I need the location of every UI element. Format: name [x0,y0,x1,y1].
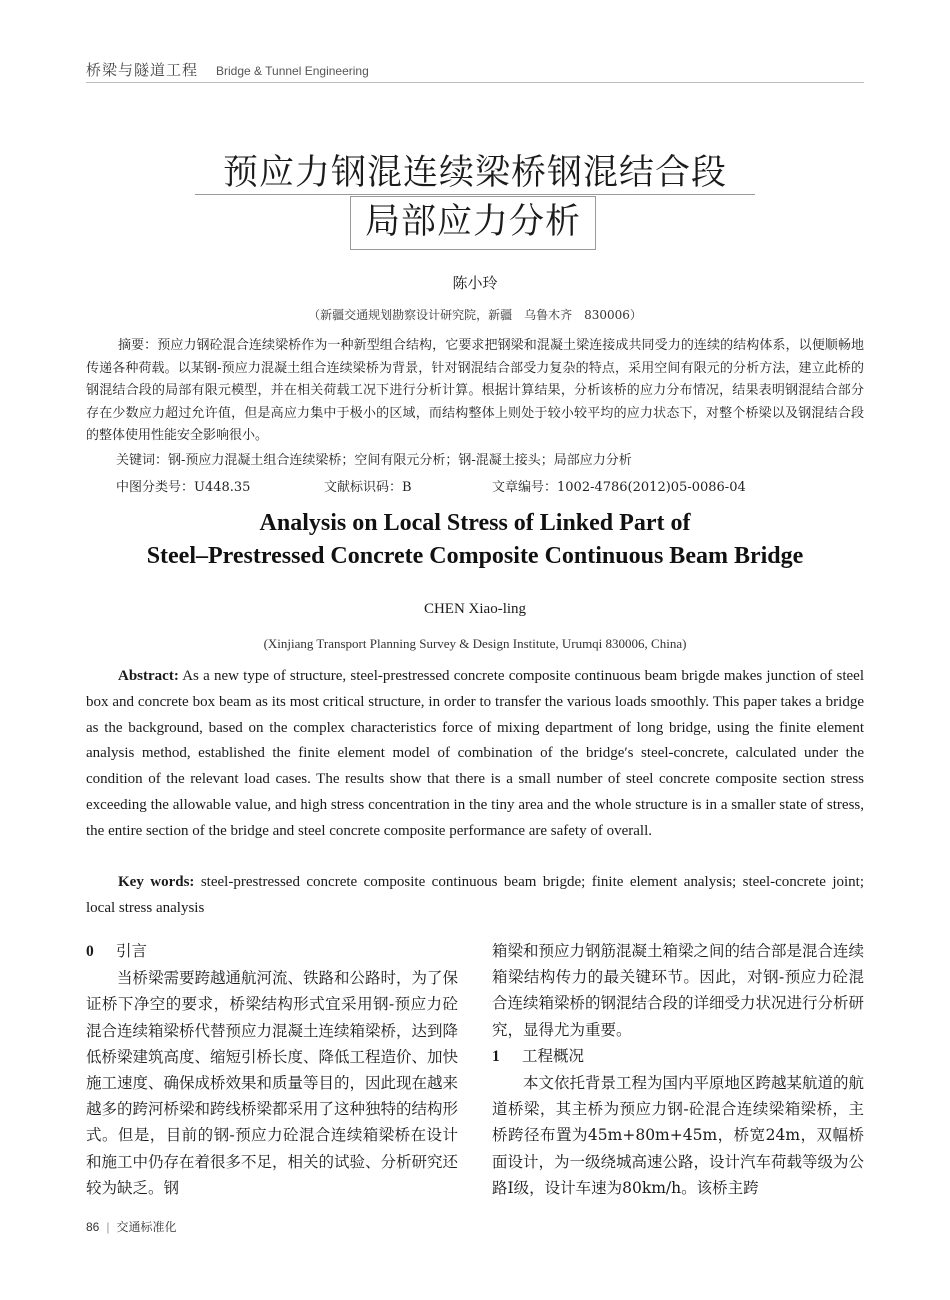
section-heading-1 [492,1043,864,1070]
keywords-en-label: Key words: [118,874,195,890]
keywords-en [86,870,864,922]
author-name-cn: 陈小玲 [452,274,498,292]
author-name-en: CHEN Xiao-ling [423,601,527,617]
footer-separator: | [106,1220,110,1234]
clc-number: 中图分类号：U448.35 [116,480,251,495]
body-paragraph-continued: 箱梁和预应力钢筋混凝土箱梁之间的结合部是混合连续箱梁结构传力的最关键环节。因此，对钢-预应力砼混合连续箱梁桥的钢混结合段的详细受力状况进行分析研究，显得尤为重要。 [492,942,865,1039]
abstract-cn: 摘要：预应力钢砼混合连续梁桥作为一种新型组合结构，它要求把钢梁和混凝土梁连接成共同受力的连续的结构体系，以便顺畅地传递各种荷载。以某钢-预应力混凝土组合连续梁桥为背景，针对钢混结合部受力复杂的特点，采用空间有限元的分析方法，建立此桥的钢混结合段的局部有限元模型，并在相关荷载工况下进行分析计算。根据计算结果，分析该桥的应力分布情况，结果表明钢混结合部分存在少数应力超过允许值，但是高应力集中于极小的区域，而结构整体上则处于较小较平均的应力状态下，对整个桥梁以及钢混结合段的整体使用性能安全影响很小。 [86,338,864,443]
body-paragraph: 本文依托背景工程为国内平原地区跨越某航道的航道桥梁，其主桥为预应力钢-砼混合连续梁箱梁桥，主桥跨径布置为45m+80m+45m，桥宽24m，双幅桥面设计，为一级绕城高速公路，设计汽车荷载等级为公路Ⅰ级，设计车速为80km/h。该桥主跨 [492,1074,865,1197]
affiliation-en: (Xinjiang Transport Planning Survey & Design Institute, Urumqi 830006, China) [263,636,687,651]
section-title: 引言 [116,942,148,960]
section-heading-0 [86,938,458,965]
paper-title-line1: 预应力钢混连续梁桥钢混结合段 [222,153,727,193]
journal-name: 交通标准化 [116,1220,177,1234]
section-title: 工程概况 [522,1046,585,1065]
paper-title-en-line2: Steel–Prestressed Concrete Composite Continuous Beam Bridge [146,543,804,569]
keywords-cn: 关键词：钢-预应力混凝土组合连续梁桥；空间有限元分析；钢-混凝土接头；局部应力分析 [116,453,632,468]
keywords-en-text: steel-prestressed concrete composite continuous beam brigde; finite element analysis; steel-concrete joint; local stress analysis [86,874,864,916]
section-number: 1 [492,1047,500,1065]
body-column-left [86,938,458,1201]
page-number: 86 [86,1220,100,1234]
running-header-section-en: Bridge & Tunnel Engineering [216,64,369,78]
paper-title-en-line1: Analysis on Local Stress of Linked Part of [259,510,691,536]
article-number: 文章编号：1002-4786(2012)05-0086-04 [492,480,746,495]
abstract-en-label: Abstract: [118,668,179,684]
running-header-section-cn: 桥梁与隧道工程 [86,61,199,79]
title-divider [195,194,755,195]
abstract-en-text: As a new type of structure, steel-prestressed concrete composite continuous beam brigde makes junction of steel box and concrete box beam as its most critical structure, in order to transfer the various loads smoothly. This paper takes a bridge as the background, based on the complex characteristics force of mixing department of long bridge, using the finite element analysis method, established the finite element model of combination of the bridge′s steel-concrete, calculated under the condition of the relevant load cases. The results show that there is a small number of steel concrete composite section stress exceeding the allowable value, and high stress concentration in the tiny area and the whole structure is in a smaller state of stress, the entire section of the bridge and steel concrete composite performance are safety of overall. [86,668,864,839]
page-footer [86,1218,177,1235]
document-code: 文献标识码：B [324,480,412,495]
section-number: 0 [86,943,94,960]
paper-title-line2: 局部应力分析 [350,196,596,250]
body-paragraph: 当桥梁需要跨越通航河流、铁路和公路时，为了保证桥下净空的要求，桥梁结构形式宜采用钢-预应力砼混合连续箱梁桥代替预应力混凝土连续箱梁桥，达到降低桥梁建筑高度、缩短引桥长度、降低工程造价、加快施工速度、确保成桥效果和质量等目的，因此现在越来越多的跨河桥梁和跨线桥梁都采用了这种独特的结构形式。但是，目前的钢-预应力砼混合连续箱梁桥在设计和施工中仍存在着很多不足，相关的试验、分析研究还较为缺乏。钢 [86,969,459,1197]
affiliation-cn: （新疆交通规划勘察设计研究院，新疆 乌鲁木齐 830006） [308,308,642,322]
body-column-right [492,938,864,1201]
abstract-en [86,664,864,845]
running-header [86,58,864,83]
